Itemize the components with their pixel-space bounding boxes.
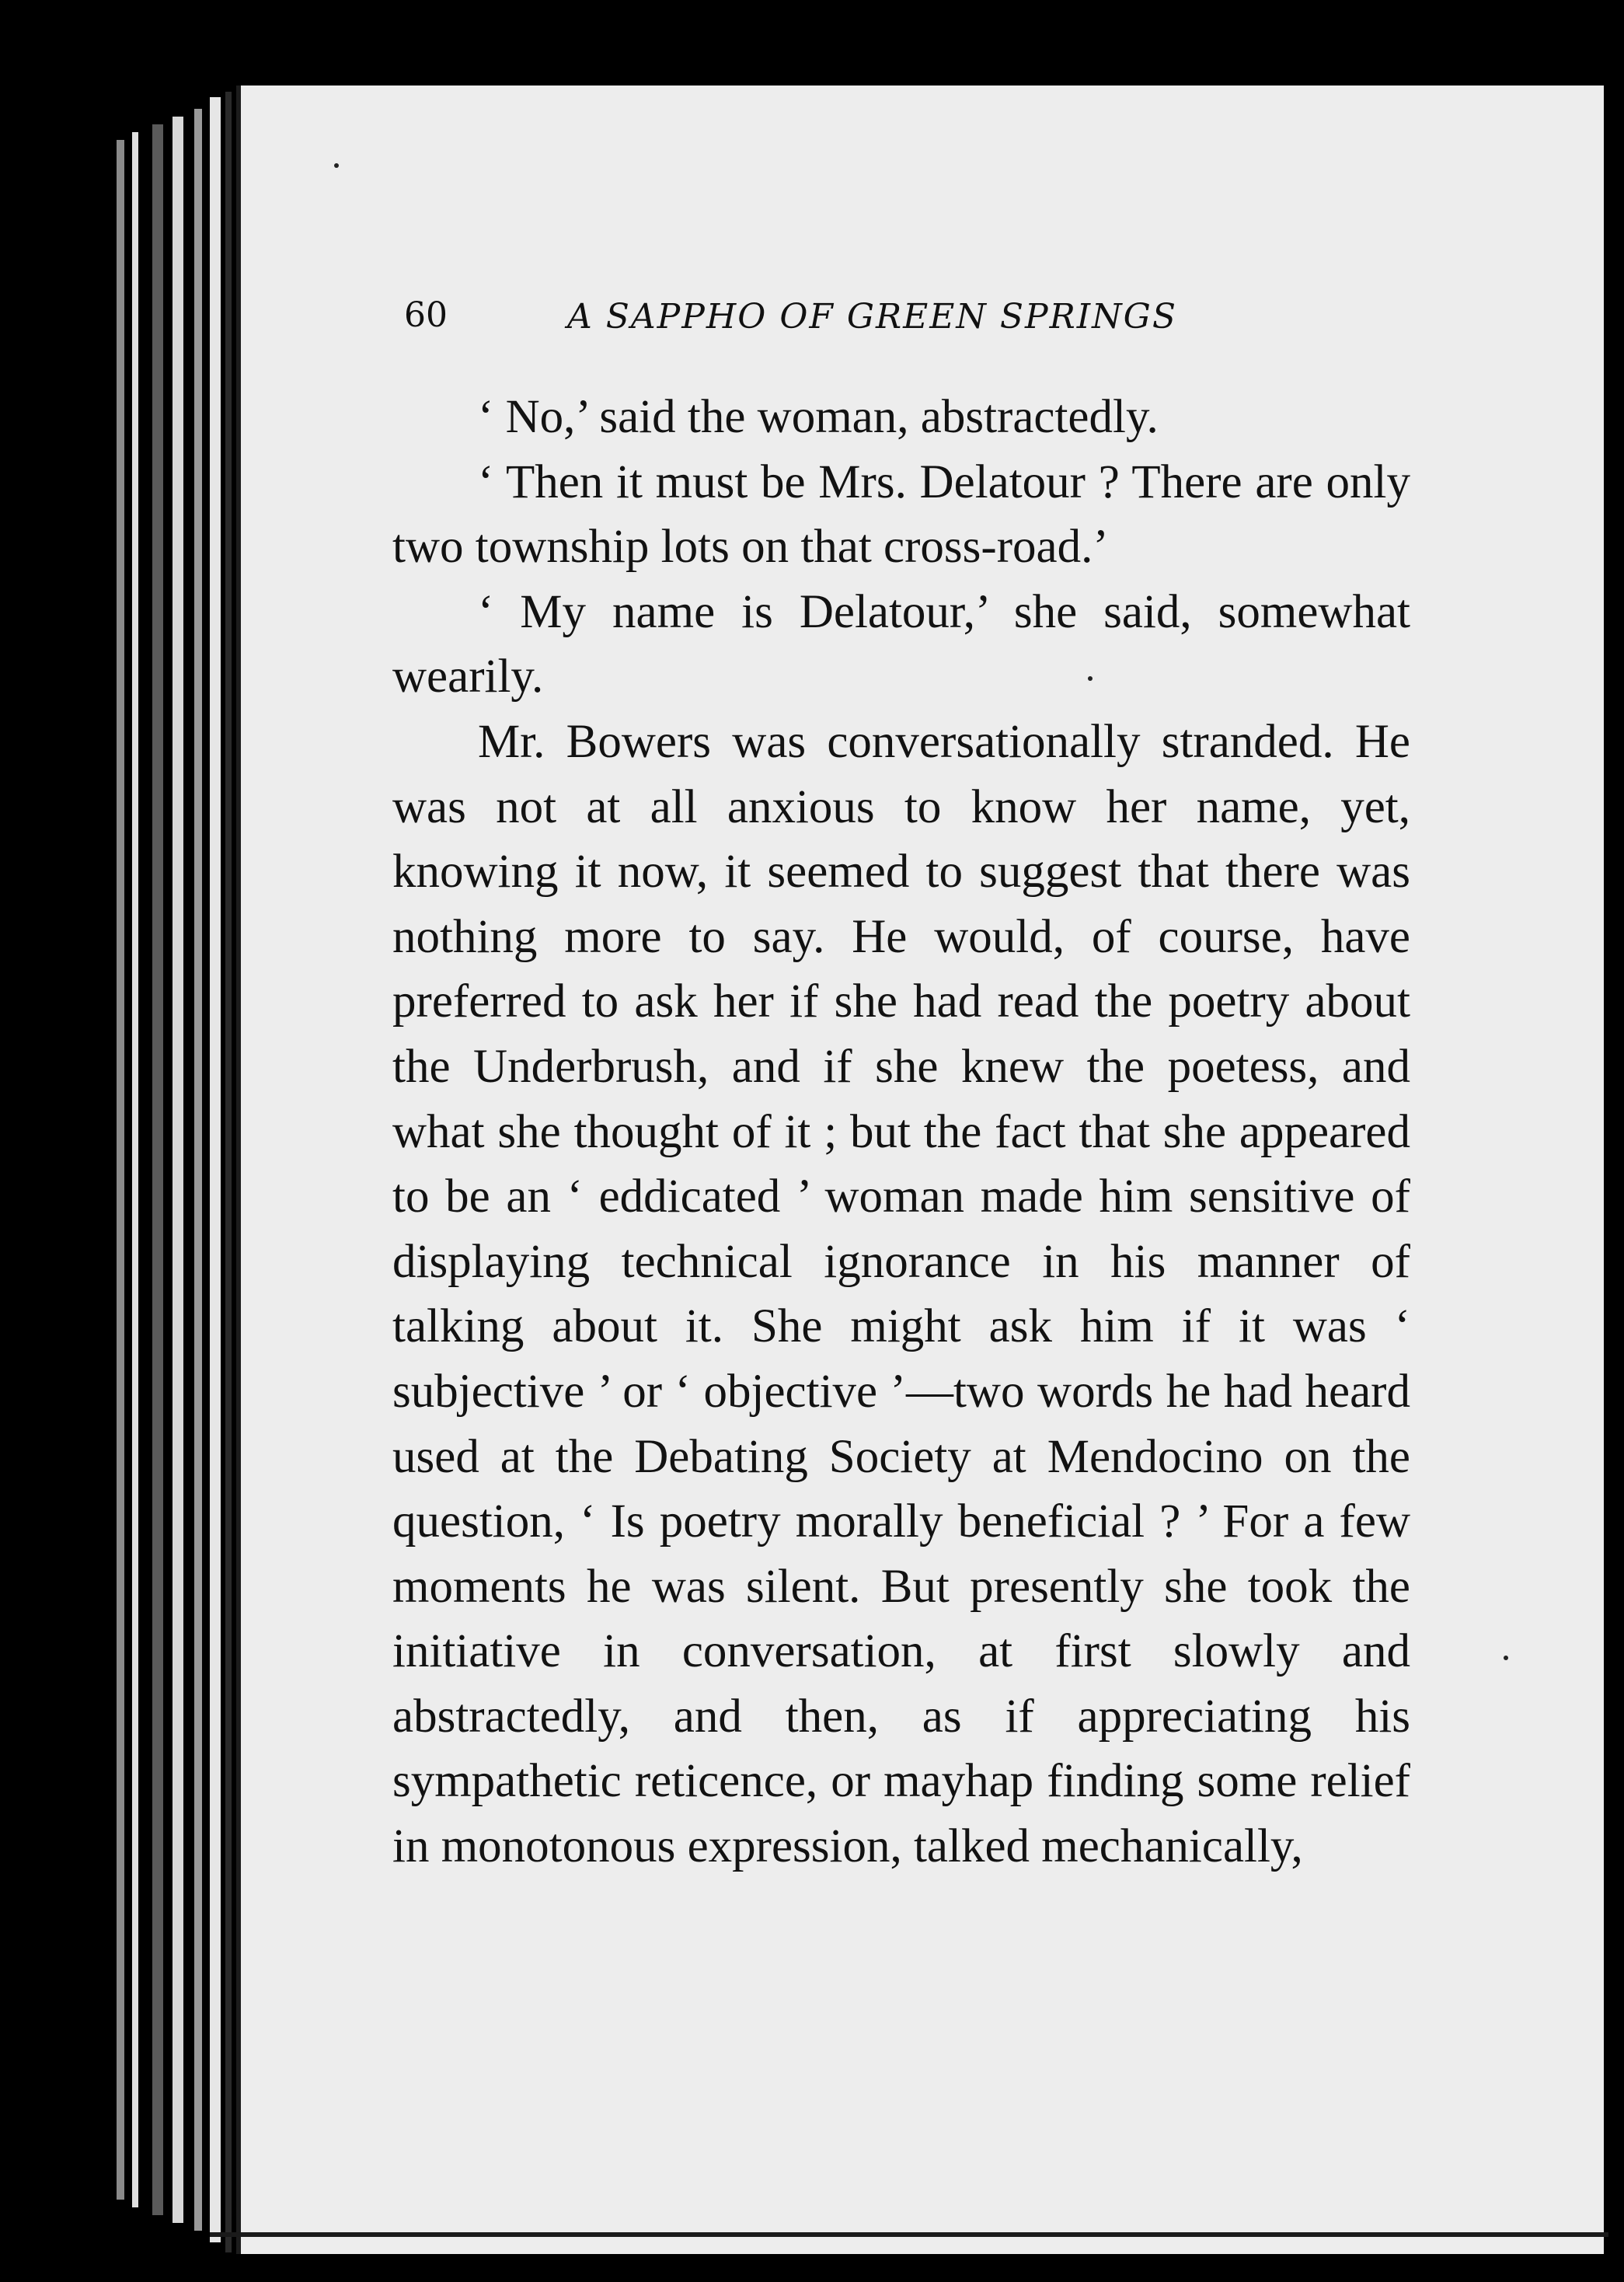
page-edge xyxy=(117,140,124,2200)
dust-speck xyxy=(1504,1656,1508,1660)
running-head: A SAPPHO OF GREEN SPRINGS xyxy=(567,297,1177,337)
page-edge xyxy=(132,132,138,2207)
paragraph: ‘ My name is Delatour,’ she said, somewhat wearily. xyxy=(392,585,1410,703)
page-number: 60 xyxy=(404,295,448,335)
paragraph: Mr. Bowers was conversationally stranded. He was not at all anxious to know her name, yet, knowing it now, it seemed to suggest that there was nothing more to say. He would, of course, have preferred to ask her if she had read the poetry about the Underbrush, and if she knew the poetess, and what she thought of it ; but the fact that she appeared to be an ‘ eddicated ’ woman made him sensitive of displaying technical ignorance in his manner of talking about it. She might ask him if it was ‘ subjective ’ or ‘ objective ’—two words he had heard used at the Debating Society at Mendocino on the question, ‘ Is poetry morally beneficial ? ’ For a few moments he was silent. But presently she took the initiative in conversation, at first slowly and abstractedly, and then, as if appreciating his sympathetic reticence, or mayhap finding some relief in monotonous expression, talked mechanically, xyxy=(392,715,1410,1873)
paragraph: ‘ No,’ said the woman, abstractedly. xyxy=(478,391,1159,443)
page-edge xyxy=(210,97,221,2242)
page-edge xyxy=(225,92,232,2252)
paragraph: ‘ Then it must be Mrs. Delatour ? There are only two township lots on that cross-road.’ xyxy=(392,455,1410,574)
page-edge xyxy=(173,117,183,2223)
page-edge xyxy=(194,109,202,2231)
dust-speck xyxy=(1088,676,1093,681)
page-edge xyxy=(152,124,163,2215)
page-bottom-edge xyxy=(210,2232,1608,2237)
page-header xyxy=(404,295,1259,350)
body-text xyxy=(392,385,1410,1879)
dust-speck xyxy=(334,163,339,168)
